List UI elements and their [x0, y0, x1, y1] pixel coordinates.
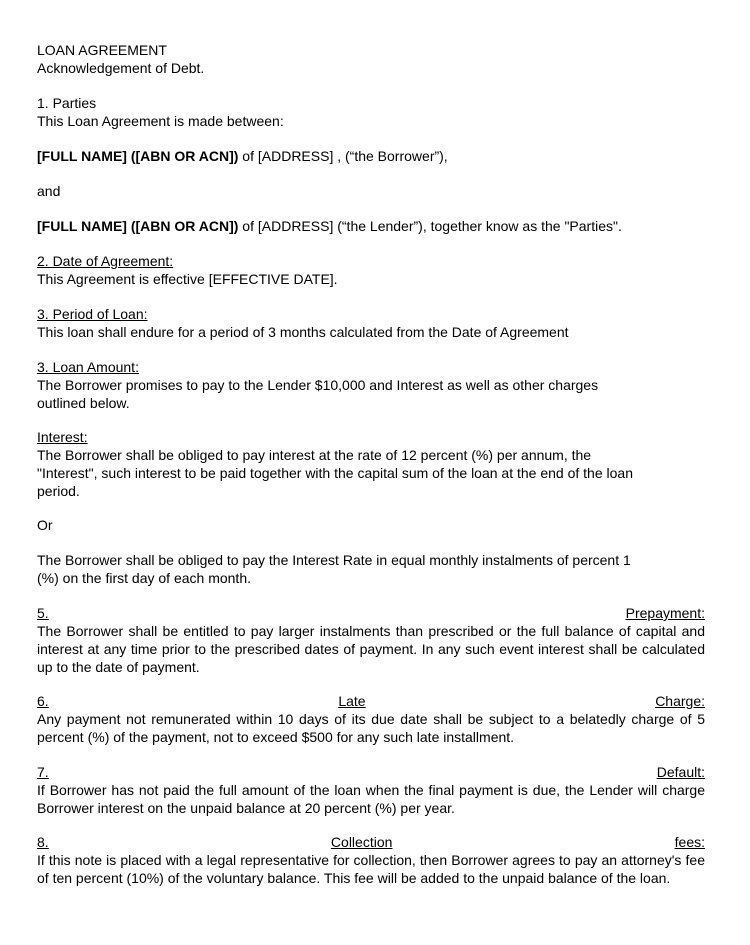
- prepayment-text: The Borrower shall be entitled to pay larger instalments than prescribed or the full balance of capital and interest at any time prior to the prescribed dates of payment. In any such event interest shall be calculated up to the date of payment.: [37, 623, 705, 675]
- prepayment-heading: [37, 604, 705, 622]
- parties-heading: 1. Parties: [37, 95, 97, 111]
- prepayment-title: Prepayment:: [625, 605, 705, 621]
- default-number: 7.: [37, 764, 49, 780]
- borrower-address-text: of [ADDRESS] , (“the Borrower”),: [238, 148, 448, 164]
- prepayment-number: 5.: [37, 605, 49, 621]
- document-subtitle: Acknowledgement of Debt.: [37, 60, 205, 76]
- period-text: This loan shall endure for a period of 3 months calculated from the Date of Agreement: [37, 324, 569, 340]
- late-charge-word-late: Late: [338, 693, 366, 709]
- interest-text-3: period.: [37, 483, 80, 499]
- interest-alt-1: The Borrower shall be obliged to pay the Interest Rate in equal monthly instalments of percent 1: [37, 552, 631, 568]
- collection-text: If this note is placed with a legal representative for collection, then Borrower agrees to pay an attorney's fee of ten percent (10%) of the voluntary balance. This fee will be added to the unpaid balance of the loan.: [37, 852, 705, 886]
- late-charge-number: 6.: [37, 693, 49, 709]
- default-text: If Borrower has not paid the full amount of the loan when the final payment is due, the Lender will charge Borrower interest on the unpaid balance at 20 percent (%) per year.: [37, 782, 705, 816]
- or-text: Or: [37, 517, 53, 533]
- collection-number: 8.: [37, 834, 49, 850]
- lender-name-placeholder: [FULL NAME] ([ABN OR ACN]): [37, 218, 239, 234]
- interest-heading: Interest:: [37, 429, 88, 445]
- default-heading: [37, 763, 705, 781]
- lender-line: [37, 217, 705, 235]
- borrower-line: [37, 147, 705, 165]
- amount-text-1: The Borrower promises to pay to the Lender $10,000 and Interest as well as other charges: [37, 377, 599, 393]
- default-title: Default:: [656, 764, 705, 780]
- late-charge-heading: [37, 692, 705, 710]
- parties-intro: This Loan Agreement is made between:: [37, 113, 284, 129]
- amount-text-2: outlined below.: [37, 395, 130, 411]
- late-charge-word-charge: Charge:: [655, 693, 705, 709]
- lender-address-text: of [ADDRESS] (“the Lender”), together know as the "Parties".: [238, 218, 622, 234]
- date-text: This Agreement is effective [EFFECTIVE DATE].: [37, 271, 338, 287]
- borrower-name-placeholder: [FULL NAME] ([ABN OR ACN]): [37, 148, 239, 164]
- period-heading: 3. Period of Loan:: [37, 306, 148, 322]
- late-charge-text: Any payment not remunerated within 10 days of its due date shall be subject to a belatedly charge of 5 percent (%) of the payment, not to exceed $500 for any such late installment.: [37, 711, 705, 745]
- interest-text-2: "Interest", such interest to be paid together with the capital sum of the loan at the end of the loan: [37, 465, 633, 481]
- interest-alt-2: (%) on the first day of each month.: [37, 570, 251, 586]
- collection-word-fees: fees:: [674, 834, 705, 850]
- interest-text-1: The Borrower shall be obliged to pay interest at the rate of 12 percent (%) per annum, the: [37, 447, 592, 463]
- and-text: and: [37, 183, 61, 199]
- amount-heading: 3. Loan Amount:: [37, 359, 139, 375]
- collection-word-collection: Collection: [330, 834, 393, 850]
- collection-heading: [37, 833, 705, 851]
- document-title: LOAN AGREEMENT: [37, 42, 167, 58]
- date-heading: 2. Date of Agreement:: [37, 253, 174, 269]
